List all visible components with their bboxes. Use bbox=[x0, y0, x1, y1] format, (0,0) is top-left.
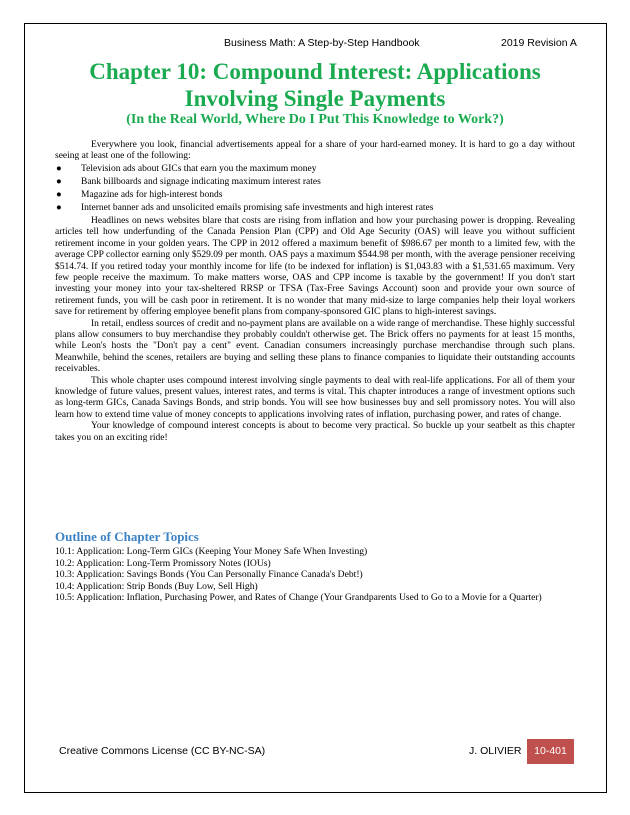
paragraph-chapter-scope: This whole chapter uses compound interest involving single payments to deal with real-life applications. For all of them your knowledge of future values, present values, interest rates, and terms is vital. This chapter introduces a range of investment options such as long-term GICs, Canada Savings Bonds, and strip bonds. You will see how businesses buy and sell promissory notes. You will also learn how to extend time value of money concepts to applications involving rates of inflation, purchasing power, and rates of change. bbox=[55, 375, 575, 420]
bullet-icon: ● bbox=[56, 190, 62, 201]
outline-item: 10.2: Application: Long-Term Promissory Notes (IOUs) bbox=[55, 557, 271, 569]
footer-license: Creative Commons License (CC BY-NC-SA) bbox=[59, 745, 266, 757]
outline-heading: Outline of Chapter Topics bbox=[55, 529, 199, 544]
bullet-item: ● Internet banner ads and unsolicited emails promising safe investments and high interest rates bbox=[56, 203, 434, 214]
intro-paragraph: Everywhere you look, financial advertisements appeal for a share of your hard-earned money. It is hard to go a day without seeing at least one of the following: bbox=[55, 140, 575, 162]
bullet-item: ● Television ads about GICs that earn you the maximum money bbox=[56, 164, 317, 175]
bullet-icon: ● bbox=[56, 177, 62, 188]
bullet-item: ● Bank billboards and signage indicating maximum interest rates bbox=[56, 177, 321, 188]
outline-item: 10.4: Application: Strip Bonds (Buy Low, Sell High) bbox=[55, 580, 258, 592]
outline-item: 10.5: Application: Inflation, Purchasing Power, and Rates of Change (Your Grandparents Used to Go to a Movie for a Quarter) bbox=[55, 592, 542, 604]
outline-list bbox=[55, 546, 575, 604]
chapter-title-line-2: Involving Single Payments bbox=[184, 86, 446, 111]
outline-item: 10.1: Application: Long-Term GICs (Keeping Your Money Safe When Investing) bbox=[55, 546, 368, 557]
chapter-subtitle: (In the Real World, Where Do I Put This Knowledge to Work?) bbox=[126, 112, 504, 127]
running-header bbox=[0, 37, 630, 51]
revision-label: 2019 Revision A bbox=[501, 37, 577, 49]
bullet-list bbox=[55, 164, 575, 214]
chapter-title bbox=[40, 58, 590, 112]
chapter-intro-body bbox=[55, 140, 575, 444]
book-title: Business Math: A Step-by-Step Handbook bbox=[224, 37, 420, 49]
outline-item: 10.3: Application: Savings Bonds (You Can Personally Finance Canada's Debt!) bbox=[55, 569, 363, 581]
bullet-icon: ● bbox=[56, 203, 62, 214]
bullet-item: ● Magazine ads for high-interest bonds bbox=[56, 190, 223, 201]
footer-author: J. OLIVIER bbox=[469, 745, 522, 757]
paragraph-closing: Your knowledge of compound interest concepts is about to become very practical. So buckle up your seatbelt as this chapter takes you on an exciting ride! bbox=[55, 421, 575, 443]
paragraph-retail: In retail, endless sources of credit and no-payment plans are available on a wide range of merchandise. These highly successful plans allow consumers to buy merchandise they probably couldn't otherwise get. The Brick offers no payments for at least 15 months, while Leon's hosts the "Don't pay a cent" event. Canadian consumers increasingly purchase merchandise through such plans. Meanwhile, behind the scenes, retailers are buying and selling these plans to finance companies to liquidate their outstanding accounts receivables. bbox=[55, 318, 575, 375]
page-number-badge: 10-401 bbox=[527, 739, 574, 764]
bullet-icon: ● bbox=[56, 164, 62, 175]
paragraph-pensions: Headlines on news websites blare that costs are rising from inflation and how your purchasing power is dropping. Revealing articles tell how underfunding of the Canada Pension Plan (CPP) and Old Age Security (OAS) will leave you without sufficient retirement income in your golden years. The CPP in 2012 offered a maximum benefit of $986.67 per month to a limited few, with the average CPP collector earning only $529.09 per month. OAS pays a maximum $544.98 per month, with the average pensioner receiving $514.74. If you retired today your monthly income for life (to be indexed for inflation) is $1,043.83 with a $1,531.65 maximum. Very few people receive the maximum. To make matters worse, OAS and CPP income is taxable by the government! If you don't start investing your money into your tax-sheltered RRSP or TFSA (Tax-Free Savings Account) soon and provide your own source of retirement funds, you will be cash poor in retirement. It is no wonder that many mid-size to large companies help their loyal workers save for retirement by offering employee benefit plans from company-sponsored GIC plans to high-interest savings. bbox=[55, 215, 575, 318]
chapter-title-line-1: Chapter 10: Compound Interest: Applications bbox=[89, 59, 541, 84]
